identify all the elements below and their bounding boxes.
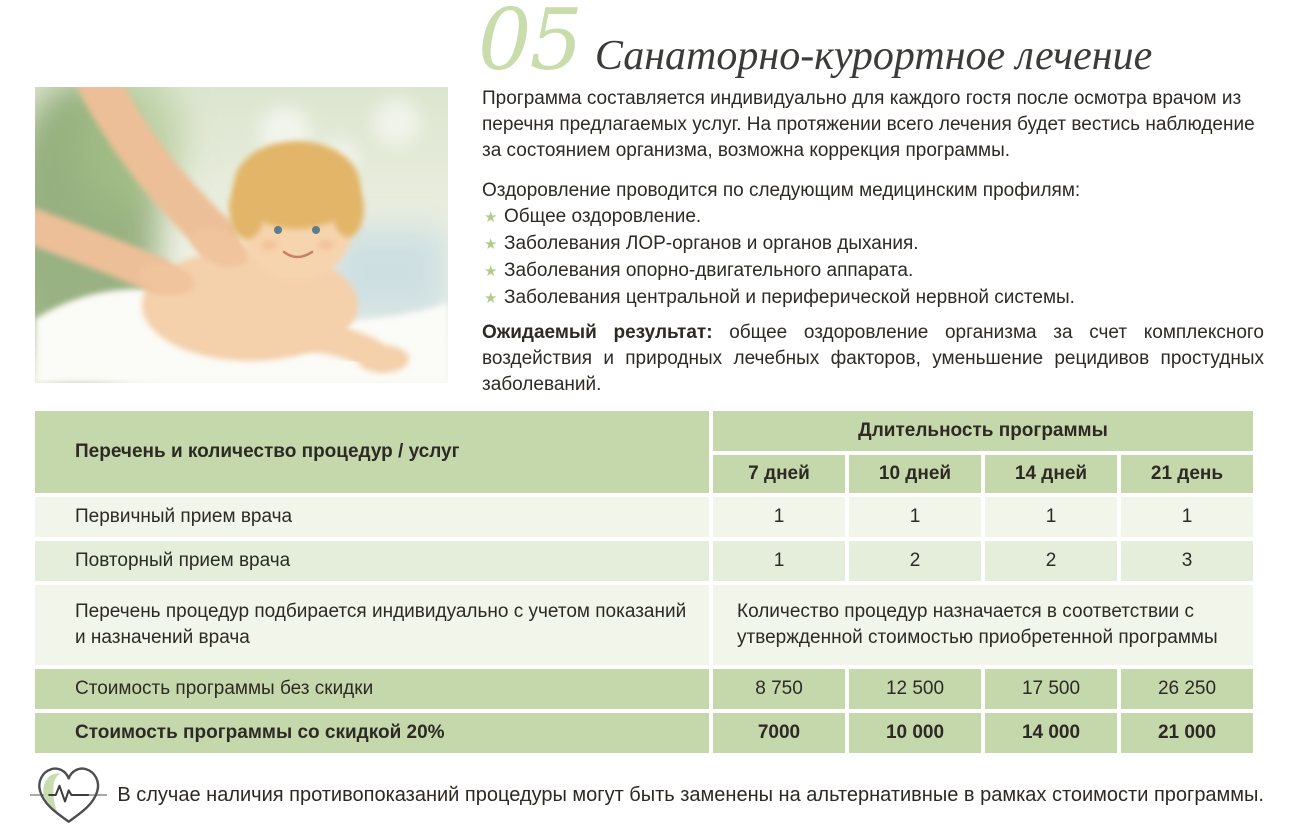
expected-result-paragraph	[482, 320, 1264, 398]
table-cell: 1	[713, 497, 845, 537]
list-item-text: Общее оздоровление.	[504, 206, 702, 227]
table-header-services: Перечень и количество процедур / услуг	[35, 411, 709, 493]
expected-result-label: Ожидаемый результат:	[482, 322, 713, 343]
table-cell: 10 000	[849, 713, 981, 753]
table-cell: 1	[1121, 497, 1253, 537]
table-cell: 1	[713, 541, 845, 581]
table-row-label: Перечень процедур подбирается индивидуально с учетом показаний и назначений врача	[35, 585, 709, 665]
expected-result-text: общее оздоровление организма за счет комплексного воздействия и природных лечебных факторов, уменьшение рецидивов простудных заболеваний.	[482, 322, 1264, 395]
section-number: 05	[478, 0, 581, 89]
table-header-14-days: 14 дней	[985, 455, 1117, 493]
star-bullet-icon: ★	[484, 236, 498, 253]
list-item	[482, 258, 1264, 285]
table-cell: 1	[985, 497, 1117, 537]
program-pricing-table	[35, 411, 1253, 753]
table-cell: 3	[1121, 541, 1253, 581]
table-cell: 26 250	[1121, 669, 1253, 709]
table-row-label: Первичный прием врача	[35, 497, 709, 537]
table-cell: 8 750	[713, 669, 845, 709]
table-header-21-days: 21 день	[1121, 455, 1253, 493]
list-item	[482, 285, 1264, 312]
table-cell: 2	[985, 541, 1117, 581]
table-cell: 21 000	[1121, 713, 1253, 753]
intro-paragraph: Программа составляется индивидуально для каждого гостя после осмотра врачом из перечня предлагаемых услуг. На протяжении всего лечения будет вестись наблюдение за состоянием организма, возможна коррекция программы.	[482, 88, 1255, 161]
table-row-label: Стоимость программы со скидкой 20%	[35, 713, 709, 753]
table-cell: 17 500	[985, 669, 1117, 709]
page-header	[478, 0, 1153, 89]
page-title: Санаторно-курортное лечение	[594, 33, 1153, 79]
table-header-duration-group: Длительность программы	[713, 411, 1253, 451]
star-bullet-icon: ★	[484, 263, 498, 280]
table-cell: 14 000	[985, 713, 1117, 753]
child-massage-illustration	[35, 87, 448, 383]
list-item	[482, 204, 1264, 231]
table-row-label: Повторный прием врача	[35, 541, 709, 581]
list-item	[482, 231, 1264, 258]
table-cell: 7000	[713, 713, 845, 753]
table-cell-note: Количество процедур назначается в соответствии с утвержденной стоимостью приобретенной программы	[713, 585, 1253, 665]
child-massage-photo	[35, 87, 448, 383]
footer-note	[30, 762, 1264, 828]
profiles-heading: Оздоровление проводится по следующим медицинским профилям:	[482, 180, 1081, 201]
table-row-label: Стоимость программы без скидки	[35, 669, 709, 709]
description-column	[482, 86, 1264, 398]
star-bullet-icon: ★	[484, 290, 498, 307]
table-cell: 1	[849, 497, 981, 537]
list-item-text: Заболевания ЛОР-органов и органов дыхания.	[504, 233, 919, 254]
table-header-10-days: 10 дней	[849, 455, 981, 493]
heart-ecg-icon	[30, 762, 107, 828]
footer-note-text: В случае наличия противопоказаний процедуры могут быть заменены на альтернативные в рамках стоимости программы.	[117, 783, 1264, 806]
list-item-text: Заболевания опорно-двигательного аппарата.	[504, 260, 914, 281]
table-header-7-days: 7 дней	[713, 455, 845, 493]
table-cell: 12 500	[849, 669, 981, 709]
star-bullet-icon: ★	[484, 209, 498, 226]
table-cell: 2	[849, 541, 981, 581]
list-item-text: Заболевания центральной и периферической нервной системы.	[504, 287, 1075, 308]
profiles-list	[482, 204, 1264, 312]
